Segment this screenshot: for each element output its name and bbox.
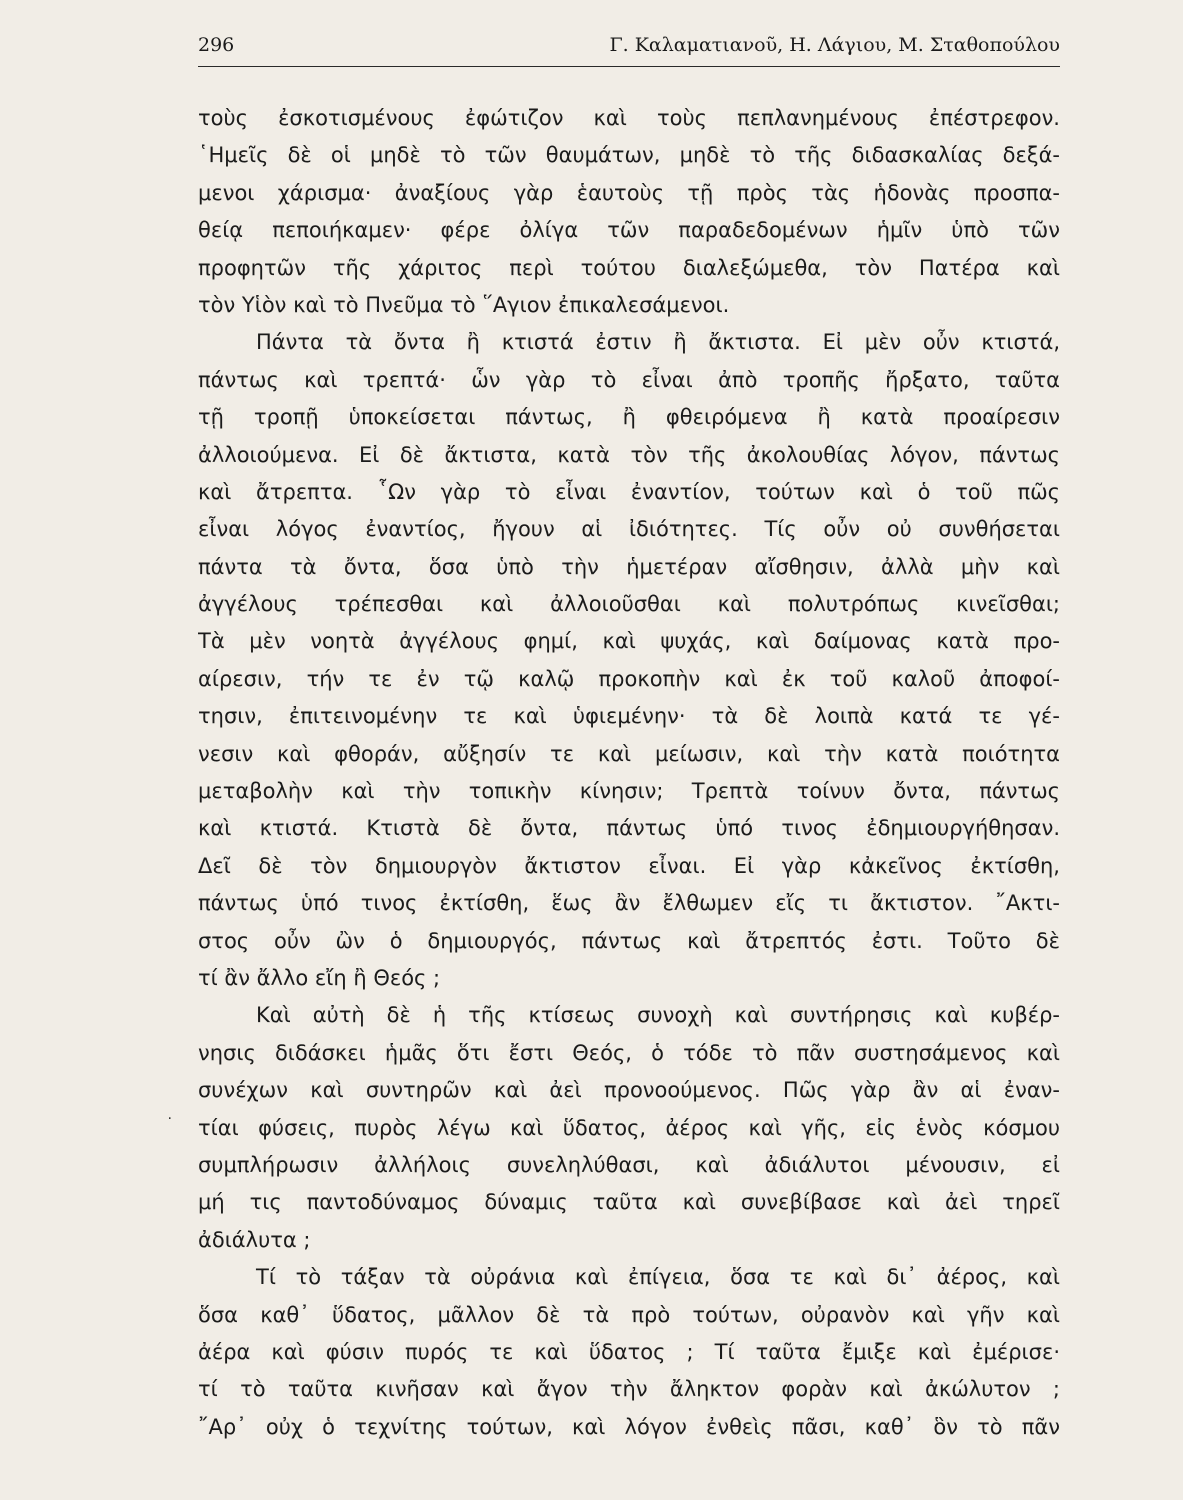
text-line: ἀδιάλυτα ; xyxy=(198,1227,311,1252)
text-line: τίαι φύσεις, πυρὸς λέγω καὶ ὕδατος, ἀέρος καὶ γῆς, εἰς ἑνὸς κόσμου xyxy=(198,1115,1060,1140)
body-text xyxy=(198,100,1060,1446)
header-rule xyxy=(198,66,1060,67)
text-line: προφητῶν τῆς χάριτος περὶ τούτου διαλεξώμεθα, τὸν Πατέρα καὶ xyxy=(198,255,1060,280)
text-line: συνέχων καὶ συντηρῶν καὶ ἀεὶ προνοούμενος. Πῶς γὰρ ἂν αἱ ἐναν- xyxy=(198,1078,1060,1103)
text-line: ἀγγέλους τρέπεσθαι καὶ ἀλλοιοῦσθαι καὶ πολυτρόπως κινεῖσθαι; xyxy=(198,592,1060,617)
margin-mark: ٠ xyxy=(166,1110,174,1126)
text-line: εἶναι λόγος ἐναντίος, ἤγουν αἱ ἰδιότητες. Τίς οὖν οὐ συνθήσεται xyxy=(198,517,1060,542)
paragraph xyxy=(198,997,1060,1259)
text-line: τοὺς ἐσκοτισμένους ἐφώτιζον καὶ τοὺς πεπλανημένους ἐπέστρεφον. xyxy=(198,106,1060,130)
text-line: τὸν Υἱὸν καὶ τὸ Πνεῦμα τὸ ῞Αγιον ἐπικαλεσάμενοι. xyxy=(198,292,730,317)
text-line: Τὰ μὲν νοητὰ ἀγγέλους φημί, καὶ ψυχάς, καὶ δαίμονας κατὰ προ- xyxy=(198,629,1060,654)
text-line: πάντως καὶ τρεπτά· ὧν γὰρ τὸ εἶναι ἀπὸ τροπῆς ἤρξατο, ταῦτα xyxy=(198,367,1060,392)
page-header xyxy=(198,34,1060,64)
text-line: τί τὸ ταῦτα κινῆσαν καὶ ἄγον τὴν ἄληκτον φορὰν καὶ ἀκώλυτον ; xyxy=(198,1377,1060,1402)
text-line: ὅσα καθ᾽ ὕδατος, μᾶλλον δὲ τὰ πρὸ τούτων, οὐρανὸν καὶ γῆν καὶ xyxy=(198,1302,1060,1327)
text-line: στος οὖν ὢν ὁ δημιουργός, πάντως καὶ ἄτρεπτός ἐστι. Τοῦτο δὲ xyxy=(198,928,1060,953)
running-title: Γ. Καλαματιανοῦ, Η. Λάγιου, Μ. Σταθοπούλου xyxy=(609,34,1060,56)
text-line: μεταβολὴν καὶ τὴν τοπικὴν κίνησιν; Τρεπτὰ τοίνυν ὄντα, πάντως xyxy=(198,779,1060,804)
text-line: τησιν, ἐπιτεινομένην τε καὶ ὑφιεμένην· τὰ δὲ λοιπὰ κατά τε γέ- xyxy=(198,704,1060,729)
text-line: τί ἂν ἄλλο εἴη ἢ Θεός ; xyxy=(198,965,441,990)
text-line: Τί τὸ τάξαν τὰ οὐράνια καὶ ἐπίγεια, ὅσα τε καὶ δι᾽ ἀέρος, καὶ xyxy=(256,1265,1060,1290)
text-line: τῇ τροπῇ ὑποκείσεται πάντως, ἢ φθειρόμενα ἢ κατὰ προαίρεσιν xyxy=(198,405,1060,430)
text-line: καὶ κτιστά. Κτιστὰ δὲ ὄντα, πάντως ὑπό τινος ἐδημιουργήθησαν. xyxy=(198,816,1060,841)
page-number: 296 xyxy=(198,34,235,56)
text-line: πάντα τὰ ὄντα, ὅσα ὑπὸ τὴν ἡμετέραν αἴσθησιν, ἀλλὰ μὴν καὶ xyxy=(198,554,1060,579)
text-line: νεσιν καὶ φθοράν, αὔξησίν τε καὶ μείωσιν, καὶ τὴν κατὰ ποιότητα xyxy=(198,741,1060,766)
paragraph xyxy=(198,324,1060,997)
text-line: ἀλλοιούμενα. Εἰ δὲ ἄκτιστα, κατὰ τὸν τῆς ἀκολουθίας λόγον, πάντως xyxy=(198,442,1060,467)
text-line: θείᾳ πεποιήκαμεν· φέρε ὀλίγα τῶν παραδεδομένων ἡμῖν ὑπὸ τῶν xyxy=(198,218,1060,243)
text-line: μή τις παντοδύναμος δύναμις ταῦτα καὶ συνεβίβασε καὶ ἀεὶ τηρεῖ xyxy=(198,1190,1060,1215)
text-line: ἀέρα καὶ φύσιν πυρός τε καὶ ὕδατος ; Τί ταῦτα ἔμιξε καὶ ἐμέρισε· xyxy=(198,1339,1060,1364)
text-line: Δεῖ δὲ τὸν δημιουργὸν ἄκτιστον εἶναι. Εἰ γὰρ κἀκεῖνος ἐκτίσθη, xyxy=(198,853,1060,878)
text-line: πάντως ὑπό τινος ἐκτίσθη, ἕως ἂν ἔλθωμεν εἴς τι ἄκτιστον. ῎Ακτι- xyxy=(198,891,1060,916)
paragraph xyxy=(198,100,1060,324)
text-line: Πάντα τὰ ὄντα ἢ κτιστά ἐστιν ἢ ἄκτιστα. Εἰ μὲν οὖν κτιστά, xyxy=(256,330,1060,355)
text-line: ῾Ημεῖς δὲ οἱ μηδὲ τὸ τῶν θαυμάτων, μηδὲ τὸ τῆς διδασκαλίας δεξά- xyxy=(198,143,1060,168)
text-line: Καὶ αὐτὴ δὲ ἡ τῆς κτίσεως συνοχὴ καὶ συντήρησις καὶ κυβέρ- xyxy=(256,1003,1060,1028)
text-line: μενοι χάρισμα· ἀναξίους γὰρ ἑαυτοὺς τῇ πρὸς τὰς ἡδονὰς προσπα- xyxy=(198,180,1060,205)
text-line: συμπλήρωσιν ἀλλήλοις συνεληλύθασι, καὶ ἀδιάλυτοι μένουσιν, εἰ xyxy=(198,1152,1060,1177)
text-line: ῎Αρ᾽ οὐχ ὁ τεχνίτης τούτων, καὶ λόγον ἐνθεὶς πᾶσι, καθ᾽ ὃν τὸ πᾶν xyxy=(198,1414,1060,1439)
text-line: νησις διδάσκει ἡμᾶς ὅτι ἔστι Θεός, ὁ τόδε τὸ πᾶν συστησάμενος καὶ xyxy=(198,1040,1060,1065)
text-line: αίρεσιν, τήν τε ἐν τῷ καλῷ προκοπὴν καὶ ἐκ τοῦ καλοῦ ἀποφοί- xyxy=(198,666,1060,691)
paragraph xyxy=(198,1259,1060,1446)
text-line: καὶ ἄτρεπτα. ῟Ων γὰρ τὸ εἶναι ἐναντίον, τούτων καὶ ὁ τοῦ πῶς xyxy=(198,479,1060,504)
